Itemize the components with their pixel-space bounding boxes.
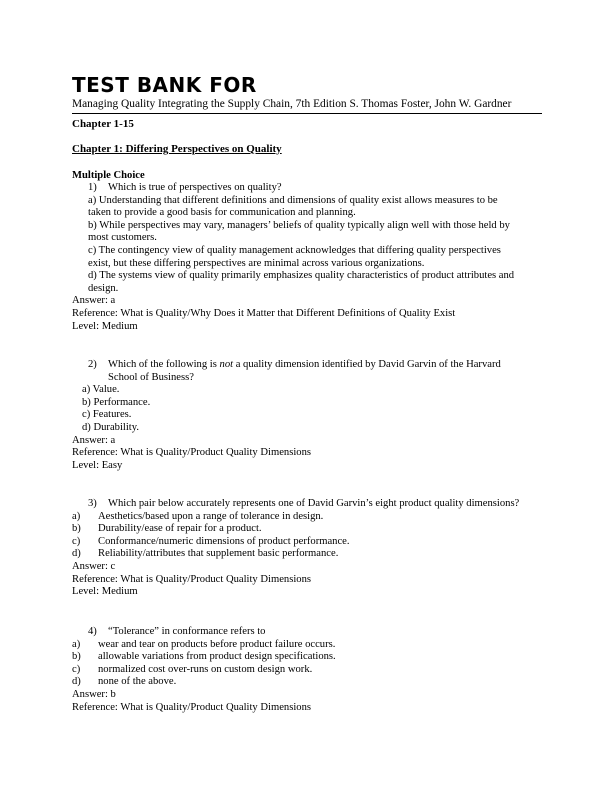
option-line: d) Durability. — [82, 421, 139, 433]
header-divider — [72, 113, 542, 114]
chapter-title: Chapter 1: Differing Perspectives on Quality — [72, 143, 282, 155]
section-heading: Multiple Choice — [72, 170, 145, 181]
option-line: c) The contingency view of quality management acknowledges that differing quality perspectives — [88, 244, 501, 256]
option-line: d) The systems view of quality primarily emphasizes quality characteristics of product attributes and — [88, 270, 515, 282]
level-line: Level: Medium — [72, 320, 138, 332]
reference-line: Reference: What is Quality/Why Does it Matter that Different Definitions of Quality Exist — [72, 307, 456, 319]
reference-line: Reference: What is Quality/Product Quality Dimensions — [72, 701, 311, 713]
option-line: c) Conformance/numeric dimensions of product performance. — [72, 535, 350, 547]
option-line: most customers. — [88, 232, 157, 244]
option-line: b) Durability/ease of repair for a product. — [72, 523, 262, 535]
option-line: c) normalized cost over-runs on custom design work. — [72, 663, 313, 675]
question-3 — [72, 498, 540, 599]
answer-line: Answer: b — [72, 688, 116, 700]
option-line: a) wear and tear on products before product failure occurs. — [72, 638, 336, 650]
option-line: d) Reliability/attributes that supplement basic performance. — [72, 548, 339, 560]
question-4 — [72, 626, 540, 714]
question-2 — [72, 359, 540, 472]
option-line: b) Performance. — [82, 396, 151, 408]
reference-line: Reference: What is Quality/Product Quality Dimensions — [72, 447, 311, 459]
question-stem: 1) Which is true of perspectives on quality? — [88, 182, 282, 193]
option-line: design. — [88, 282, 119, 294]
question-1 — [72, 182, 540, 333]
option-line: b) While perspectives may vary, managers’ beliefs of quality typically align well with those held by — [88, 219, 510, 231]
answer-line: Answer: c — [72, 560, 116, 572]
option-line: d) none of the above. — [72, 676, 177, 688]
answer-line: Answer: a — [72, 434, 116, 446]
chapter-range: Chapter 1-15 — [72, 118, 134, 130]
level-line: Level: Easy — [72, 459, 123, 471]
option-line: b) allowable variations from product design specifications. — [72, 651, 336, 663]
book-subtitle: Managing Quality Integrating the Supply Chain, 7th Edition S. Thomas Foster, John W. Gardner — [72, 98, 512, 110]
option-line: a) Understanding that different definitions and dimensions of quality exist allows measures to be — [88, 194, 498, 206]
option-line: c) Features. — [82, 409, 132, 421]
option-line: a) Value. — [82, 384, 120, 396]
question-stem-continued: School of Business? — [108, 371, 194, 383]
reference-line: Reference: What is Quality/Product Quality Dimensions — [72, 573, 311, 585]
answer-line: Answer: a — [72, 295, 116, 307]
option-line: taken to provide a good basis for communication and planning. — [88, 207, 356, 219]
question-stem: 4) “Tolerance” in conformance refers to — [88, 626, 266, 637]
question-stem: 3) Which pair below accurately represents one of David Garvin’s eight product quality dimensions? — [88, 498, 520, 509]
level-line: Level: Medium — [72, 586, 138, 598]
option-line: a) Aesthetics/based upon a range of tolerance in design. — [72, 510, 324, 522]
question-stem: 2) Which of the following is not a quality dimension identified by David Garvin of the Harvard — [88, 359, 501, 370]
test-bank-banner: TEST BANK FOR — [72, 73, 257, 97]
option-line: exist, but these differing perspectives are minimal across various organizations. — [88, 257, 425, 269]
